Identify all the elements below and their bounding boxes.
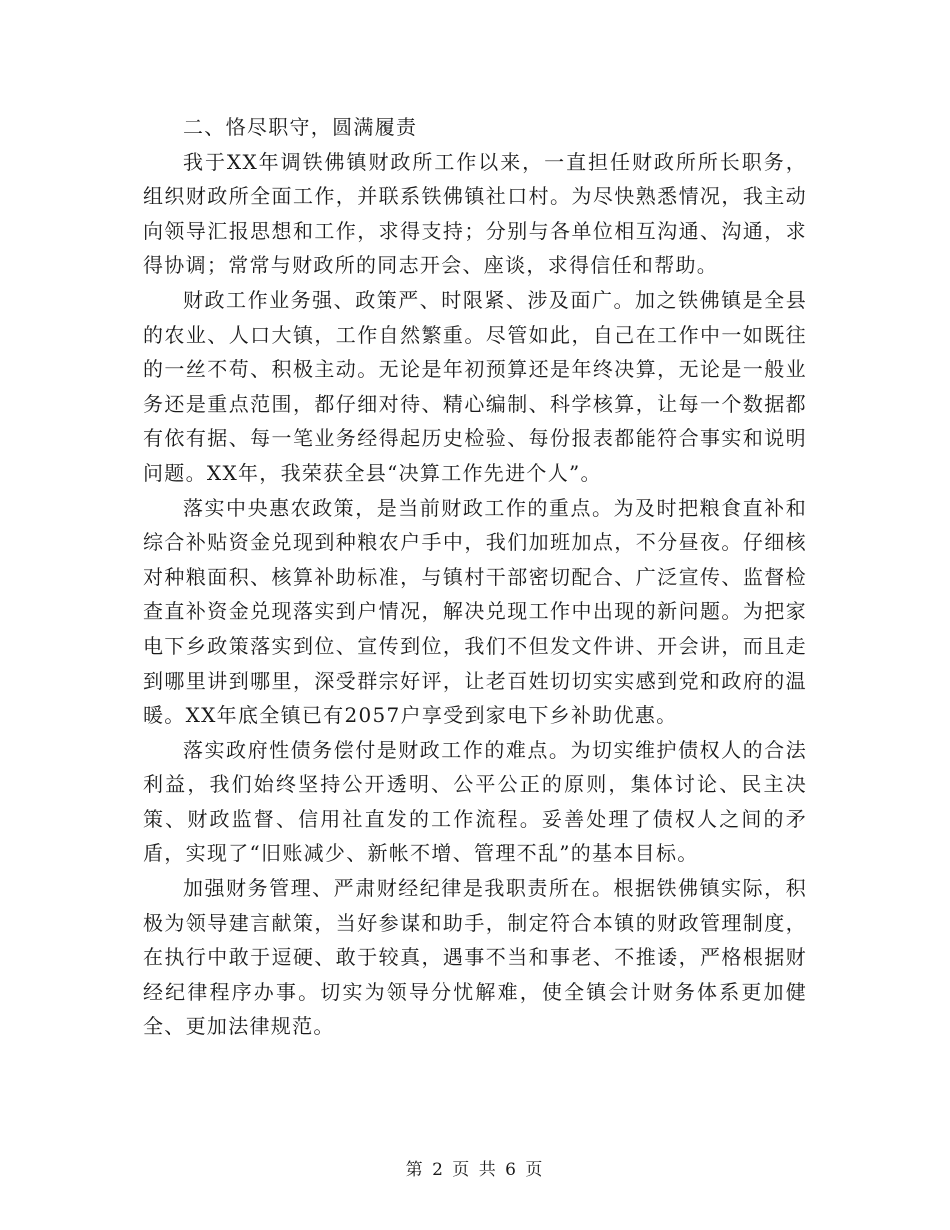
paragraph: 加强财务管理、严肃财经纪律是我职责所在。根据铁佛镇实际，积极为领导建言献策，当好参谋和助手，制定符合本镇的财政管理制度，在执行中敢于逗硬、敢于较真，遇事不当和事老、不推诿，严格根据财经纪律程序办事。切实为领导分忧解难，使全镇会计财务体系更加健全、更加法律规范。 (143, 876, 807, 1039)
section-heading: 二、恪尽职守，圆满履责 (183, 115, 418, 139)
paragraph: 我于XX年调铁佛镇财政所工作以来，一直担任财政所所长职务，组织财政所全面工作，并联系铁佛镇社口村。为尽快熟悉情况，我主动向领导汇报思想和工作，求得支持；分别与各单位相互沟通、沟通，求得协调；常常与财政所的同志开会、座谈，求得信任和帮助。 (143, 149, 807, 278)
paragraph: 落实政府性债务偿付是财政工作的难点。为切实维护债权人的合法利益，我们始终坚持公开透明、公平公正的原则，集体讨论、民主决策、财政监督、信用社直发的工作流程。妥善处理了债权人之间的矛盾，实现了“旧账减少、新帐不增、管理不乱”的基本目标。 (143, 737, 807, 866)
paragraph: 财政工作业务强、政策严、时限紧、涉及面广。加之铁佛镇是全县的农业、人口大镇，工作自然繁重。尽管如此，自己在工作中一如既往的一丝不苟、积极主动。无论是年初预算还是年终决算，无论是一般业务还是重点范围，都仔细对待、精心编制、科学核算，让每一个数据都有依有据、每一笔业务经得起历史检验、每份报表都能符合事实和说明问题。XX年，我荣获全县“决算工作先进个人”。 (143, 287, 807, 485)
paragraph: 落实中央惠农政策，是当前财政工作的重点。为及时把粮食直补和综合补贴资金兑现到种粮农户手中，我们加班加点，不分昼夜。仔细核对种粮面积、核算补助标准，与镇村干部密切配合、广泛宣传、监督检查直补资金兑现落实到户情况，解决兑现工作中出现的新问题。为把家电下乡政策落实到位、宣传到位，我们不但发文件讲、开会讲，而且走到哪里讲到哪里，深受群宗好评，让老百姓切切实实感到党和政府的温暖。XX年底全镇已有2057户享受到家电下乡补助优惠。 (143, 495, 807, 728)
page-number-footer: 第 2 页 共 6 页 (405, 1160, 545, 1180)
document-body (143, 110, 807, 1044)
